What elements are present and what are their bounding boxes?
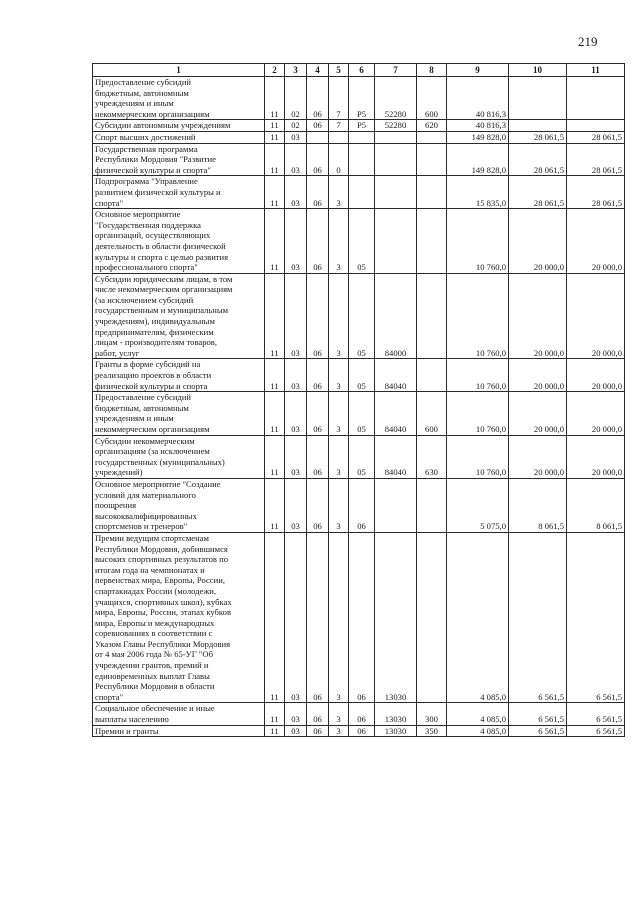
cell-c4: 06 [307,143,329,176]
amount-c9: 149 828,0 [447,143,509,176]
cell-c3: 03 [285,478,307,532]
amount-c10: 20 000,0 [509,392,567,435]
cell-c5: 7 [329,77,349,120]
table-row [93,77,625,120]
amount-c9: 4 085,0 [447,703,509,725]
cell-c6: 06 [349,703,375,725]
cell-c5: 3 [329,478,349,532]
cell-c8: 300 [417,703,447,725]
column-header-10: 10 [509,64,567,77]
cell-c8 [417,131,447,143]
amount-c10: 6 561,5 [509,725,567,737]
budget-table [92,63,625,737]
amount-c11: 20 000,0 [567,392,625,435]
table-row [93,176,625,209]
amount-c11: 28 061,5 [567,143,625,176]
cell-c8 [417,359,447,392]
row-name: Подпрограмма "Управление развитием физической культуры и спорта" [93,176,265,209]
cell-c8 [417,478,447,532]
cell-c4: 06 [307,703,329,725]
column-header-3: 3 [285,64,307,77]
cell-c7: 52280 [375,77,417,120]
row-name: Субсидии некоммерческим организациям (за исключением государственных (муниципальных) учреждений) [93,435,265,478]
row-name: Основное мероприятие "Создание условий для материального поощрения высококвалифицированных спортсменов и тренеров" [93,478,265,532]
amount-c11: 8 061,5 [567,478,625,532]
amount-c9: 5 075,0 [447,478,509,532]
amount-c11: 20 000,0 [567,359,625,392]
cell-c7 [375,143,417,176]
cell-c6: 06 [349,532,375,703]
cell-c7: 52280 [375,120,417,132]
cell-c6: P5 [349,77,375,120]
table-row [93,273,625,359]
table-row [93,478,625,532]
amount-c9: 10 760,0 [447,209,509,274]
cell-c5: 3 [329,703,349,725]
cell-c4: 06 [307,392,329,435]
cell-c8: 600 [417,77,447,120]
amount-c10: 28 061,5 [509,176,567,209]
cell-c6 [349,176,375,209]
table-row [93,143,625,176]
table-row [93,209,625,274]
amount-c11 [567,77,625,120]
cell-c7: 13030 [375,703,417,725]
cell-c7 [375,176,417,209]
cell-c2: 11 [265,703,285,725]
cell-c4: 06 [307,77,329,120]
cell-c5: 3 [329,176,349,209]
cell-c5: 7 [329,120,349,132]
cell-c3: 03 [285,359,307,392]
cell-c7: 84000 [375,273,417,359]
row-name: Премии и гранты [93,725,265,737]
amount-c10 [509,77,567,120]
column-header-9: 9 [447,64,509,77]
cell-c3: 03 [285,131,307,143]
amount-c11: 20 000,0 [567,209,625,274]
cell-c2: 11 [265,435,285,478]
cell-c5: 0 [329,143,349,176]
amount-c10: 6 561,5 [509,532,567,703]
cell-c5: 3 [329,532,349,703]
amount-c11: 6 561,5 [567,703,625,725]
amount-c9: 10 760,0 [447,273,509,359]
cell-c8 [417,273,447,359]
cell-c3: 03 [285,273,307,359]
cell-c6: 05 [349,273,375,359]
amount-c9: 10 760,0 [447,392,509,435]
table-row [93,435,625,478]
cell-c3: 03 [285,725,307,737]
amount-c9: 10 760,0 [447,359,509,392]
cell-c4: 06 [307,120,329,132]
cell-c2: 11 [265,392,285,435]
table-row [93,532,625,703]
cell-c4 [307,131,329,143]
cell-c7 [375,209,417,274]
amount-c9: 149 828,0 [447,131,509,143]
cell-c8: 620 [417,120,447,132]
amount-c11: 20 000,0 [567,435,625,478]
cell-c3: 02 [285,77,307,120]
cell-c4: 06 [307,435,329,478]
amount-c11: 20 000,0 [567,273,625,359]
cell-c7: 84040 [375,435,417,478]
cell-c2: 11 [265,176,285,209]
row-name: Субсидии юридическим лицам, в том числе некоммерческим организациям (за исключением субсидий государственным и муниципальным учреждениям), индивидуальным предпринимателям, физическим лицам - производителям товаров, работ, услуг [93,273,265,359]
amount-c10: 6 561,5 [509,703,567,725]
cell-c6: 05 [349,209,375,274]
amount-c10: 20 000,0 [509,273,567,359]
cell-c5: 3 [329,725,349,737]
amount-c10 [509,120,567,132]
header-row [93,64,625,77]
column-header-11: 11 [567,64,625,77]
row-name: Спорт высших достижений [93,131,265,143]
cell-c6 [349,143,375,176]
cell-c4: 06 [307,478,329,532]
cell-c7 [375,131,417,143]
row-name: Социальное обеспечение и иные выплаты населению [93,703,265,725]
cell-c4: 06 [307,532,329,703]
cell-c2: 11 [265,120,285,132]
amount-c11 [567,120,625,132]
table-row [93,131,625,143]
cell-c8: 350 [417,725,447,737]
row-name: Основное мероприятие "Государственная поддержка организаций, осуществляющих деятельность в области физической культуры и спорта с целью развития профессионального спорта" [93,209,265,274]
cell-c5: 3 [329,435,349,478]
cell-c2: 11 [265,131,285,143]
amount-c10: 20 000,0 [509,359,567,392]
cell-c4: 06 [307,209,329,274]
cell-c4: 06 [307,273,329,359]
amount-c9: 40 816,3 [447,120,509,132]
column-header-8: 8 [417,64,447,77]
cell-c3: 02 [285,120,307,132]
cell-c4: 06 [307,725,329,737]
row-name: Государственная программа Республики Мордовия "Развитие физической культуры и спорта" [93,143,265,176]
cell-c5: 3 [329,209,349,274]
cell-c5 [329,131,349,143]
cell-c6 [349,131,375,143]
cell-c4: 06 [307,176,329,209]
cell-c5: 3 [329,392,349,435]
cell-c6: P5 [349,120,375,132]
cell-c5: 3 [329,273,349,359]
cell-c7: 84040 [375,359,417,392]
cell-c3: 03 [285,209,307,274]
page-number: 219 [578,34,598,49]
cell-c8 [417,176,447,209]
cell-c3: 03 [285,532,307,703]
table-row [93,703,625,725]
amount-c11: 6 561,5 [567,532,625,703]
cell-c2: 11 [265,478,285,532]
cell-c4: 06 [307,359,329,392]
row-name: Предоставление субсидий бюджетным, автономным учреждениям и иным некоммерческим организациям [93,392,265,435]
cell-c7: 13030 [375,725,417,737]
cell-c8: 630 [417,435,447,478]
row-name: Предоставление субсидий бюджетным, автономным учреждениям и иным некоммерческим организациям [93,77,265,120]
column-header-1: 1 [93,64,265,77]
cell-c6: 05 [349,392,375,435]
cell-c3: 03 [285,435,307,478]
table-row [93,392,625,435]
column-header-4: 4 [307,64,329,77]
cell-c6: 05 [349,435,375,478]
table-row [93,359,625,392]
column-header-5: 5 [329,64,349,77]
amount-c9: 15 835,0 [447,176,509,209]
cell-c6: 06 [349,478,375,532]
cell-c3: 03 [285,703,307,725]
cell-c2: 11 [265,209,285,274]
amount-c9: 10 760,0 [447,435,509,478]
cell-c8 [417,532,447,703]
amount-c10: 20 000,0 [509,209,567,274]
amount-c10: 28 061,5 [509,143,567,176]
cell-c8 [417,209,447,274]
cell-c2: 11 [265,143,285,176]
cell-c8: 600 [417,392,447,435]
amount-c10: 8 061,5 [509,478,567,532]
amount-c10: 20 000,0 [509,435,567,478]
amount-c9: 4 085,0 [447,725,509,737]
cell-c6: 06 [349,725,375,737]
amount-c11: 28 061,5 [567,176,625,209]
column-header-2: 2 [265,64,285,77]
cell-c8 [417,143,447,176]
cell-c2: 11 [265,725,285,737]
cell-c2: 11 [265,77,285,120]
table-row [93,725,625,737]
cell-c7: 13030 [375,532,417,703]
cell-c3: 03 [285,143,307,176]
row-name: Субсидии автономным учреждениям [93,120,265,132]
cell-c7 [375,478,417,532]
cell-c5: 3 [329,359,349,392]
amount-c11: 28 061,5 [567,131,625,143]
cell-c2: 11 [265,273,285,359]
cell-c3: 03 [285,392,307,435]
amount-c10: 28 061,5 [509,131,567,143]
column-header-7: 7 [375,64,417,77]
cell-c2: 11 [265,359,285,392]
amount-c11: 6 561,5 [567,725,625,737]
table-body [93,77,625,737]
row-name: Гранты в форме субсидий на реализацию проектов в области физической культуры и спорта [93,359,265,392]
cell-c2: 11 [265,532,285,703]
amount-c9: 40 816,3 [447,77,509,120]
cell-c6: 05 [349,359,375,392]
column-header-6: 6 [349,64,375,77]
table-row [93,120,625,132]
amount-c9: 4 085,0 [447,532,509,703]
cell-c7: 84040 [375,392,417,435]
cell-c3: 03 [285,176,307,209]
row-name: Премии ведущим спортсменам Республики Мордовия, добившимся высоких спортивных результатов по итогам года на чемпионатах и первенствах мира, Европы, России, спартакиадах России (молодежи, учащихся, спортивных школ), кубках мира, Европы, России, этапах кубков мира, Европы и международных соревнованиях в соответствии с Указом Главы Республики Мордовия от 4 мая 2006 года № 65-УГ "Об учреждении грантов, премий и единовременных выплат Главы Республики Мордовия в области спорта" [93,532,265,703]
